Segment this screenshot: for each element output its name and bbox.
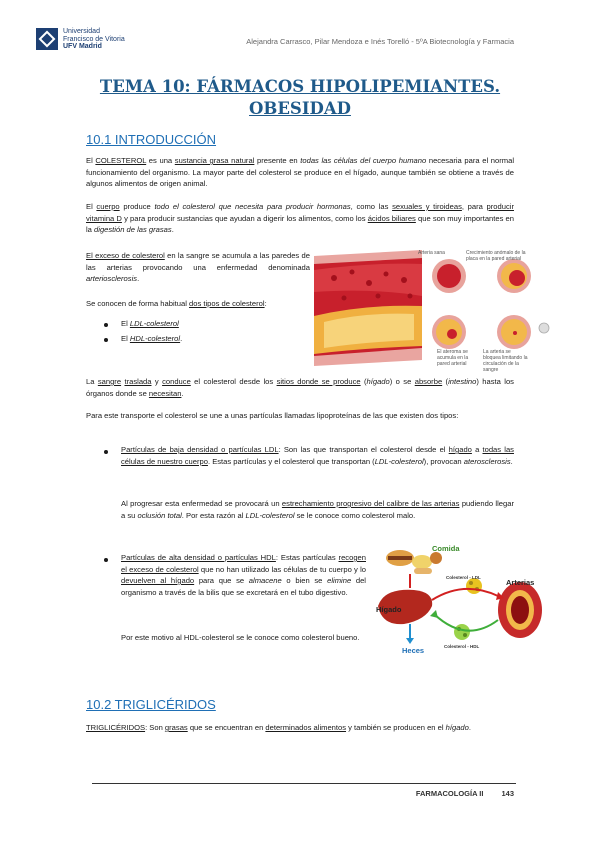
diagram-label-hdl: Colesterol - HDL: [444, 644, 480, 649]
section-heading-introduccion: 10.1 INTRODUCCIÓN: [86, 132, 217, 147]
section-heading-trigliceridos: 10.2 TRIGLICÉRIDOS: [86, 697, 216, 712]
paragraph-exceso-colesterol: El exceso de colesterol en la sangre se acumula a las paredes de las arterias provocando una enfermedad denominada arteriosclerosis.: [86, 251, 311, 283]
cholesterol-transport-diagram: [374, 540, 546, 654]
diagram-label-comida: Comida: [432, 544, 460, 553]
page-number: 143: [501, 789, 514, 798]
footer-subject: FARMACOLOGÍA II: [415, 789, 484, 798]
title-line-1: TEMA 10: FÁRMACOS HIPOLIPEMIANTES.: [99, 77, 501, 96]
paragraph-tipos-colesterol: Se conocen de forma habitual dos tipos de colesterol:: [86, 299, 267, 308]
ldl-particle-icon: [466, 578, 482, 594]
hdl-particle-icon: [454, 624, 470, 640]
university-logo: [36, 28, 146, 58]
paragraph-trigliceridos: TRIGLICÉRIDOS: Son grasas que se encuentran en determinados alimentos y también se producen en el hígado.: [86, 723, 472, 732]
logo-text: Universidad Francisco de Vitoria UFV Madrid: [63, 28, 125, 50]
diagram-label-arterias: Arterias: [506, 578, 535, 587]
page-footer: [416, 789, 514, 798]
artery-longitudinal-illustration: [314, 250, 422, 366]
list-item-particulas-ldl: Partículas de baja densidad o partículas LDL: Son las que transportan el colesterol desde el hígado a todas las células de nuestro cuerpo. Estas partículas y el colesterol que transportan (LDL-colesterol), provocan aterosclerosis.: [121, 445, 514, 466]
header-authors: Alejandra Carrasco, Pilar Mendoza e Inés Torelló - 5ºA Biotecnología y Farmacia: [246, 37, 514, 46]
figure-label-arteria-sana: Arteria sana: [418, 250, 445, 256]
diagram-label-heces: Heces: [402, 646, 425, 655]
figure-label-crecimiento: Crecimiento anómalo de la placa en la pared arterial: [466, 250, 526, 262]
paragraph-lipoproteinas: Para este transporte el colesterol se une a unas partículas llamadas lipoproteínas de las que existen dos tipos:: [86, 411, 459, 420]
bullet-icon: [104, 338, 108, 342]
paragraph-colesterol-functions: El cuerpo produce todo el colesterol que necesita para producir hormonas, como las sexuales y tiroideas, para producir vitamina D y para producir sustancias que ayudan a digerir los alimentos, como los ácidos biliares que son muy importantes en la digestión de las grasas.: [86, 202, 514, 234]
figure-label-ateroma: El ateroma se acumula en la pared arterial: [437, 349, 469, 367]
artery-icon: [498, 582, 542, 638]
footer-divider: [92, 783, 516, 784]
paragraph-colesterol-definition: El COLESTEROL es una sustancia grasa natural presente en todas las células del cuerpo humano necesaria para el normal funcionamiento del organismo. La mayor parte del colesterol se produce en el hígado, aunque también se obtiene a través de algunos alimentos de origen animal.: [86, 156, 515, 188]
bullet-icon: [104, 450, 108, 454]
page-title: [0, 76, 600, 120]
bullet-icon: [104, 323, 108, 327]
list-item-hdl: El HDL-colesterol.: [121, 334, 183, 343]
title-line-2: OBESIDAD: [249, 99, 351, 118]
diagram-label-higado: Hígado: [376, 605, 402, 614]
bullet-icon: [104, 558, 108, 562]
paragraph-transporte-sangre: La sangre traslada y conduce el colesterol desde los sitios donde se produce (hígado) o se absorbe (intestino) hasta los órganos donde se necesitan.: [86, 377, 514, 398]
list-item-particulas-hdl: Partículas de alta densidad o partículas HDL: Estas partículas recogen el exceso de colesterol que no han utilizado las células de tu cuerpo y lo devuelven al hígado para que se almacene o bien se elimine del organismo a través de la bilis que se excretará en el tubo digestivo.: [121, 553, 367, 597]
list-item-ldl: El LDL-colesterol: [121, 319, 179, 328]
logo-emblem-icon: [36, 28, 58, 50]
paragraph-hdl-bueno: Por este motivo al HDL-colesterol se le conoce como colesterol bueno.: [121, 633, 360, 642]
paragraph-ldl-estrechamiento: Al progresar esta enfermedad se provocará un estrechamiento progresivo del calibre de las arterias pudiendo llegar a su oclusión total. Por esta razón al LDL-colesterol se le conoce como colesterol malo.: [121, 499, 515, 520]
figure-label-bloqueo: La arteria se bloquea limitando la circulación de la sangre: [483, 349, 528, 373]
diagram-label-ldl: Colesterol - LDL: [446, 575, 481, 580]
